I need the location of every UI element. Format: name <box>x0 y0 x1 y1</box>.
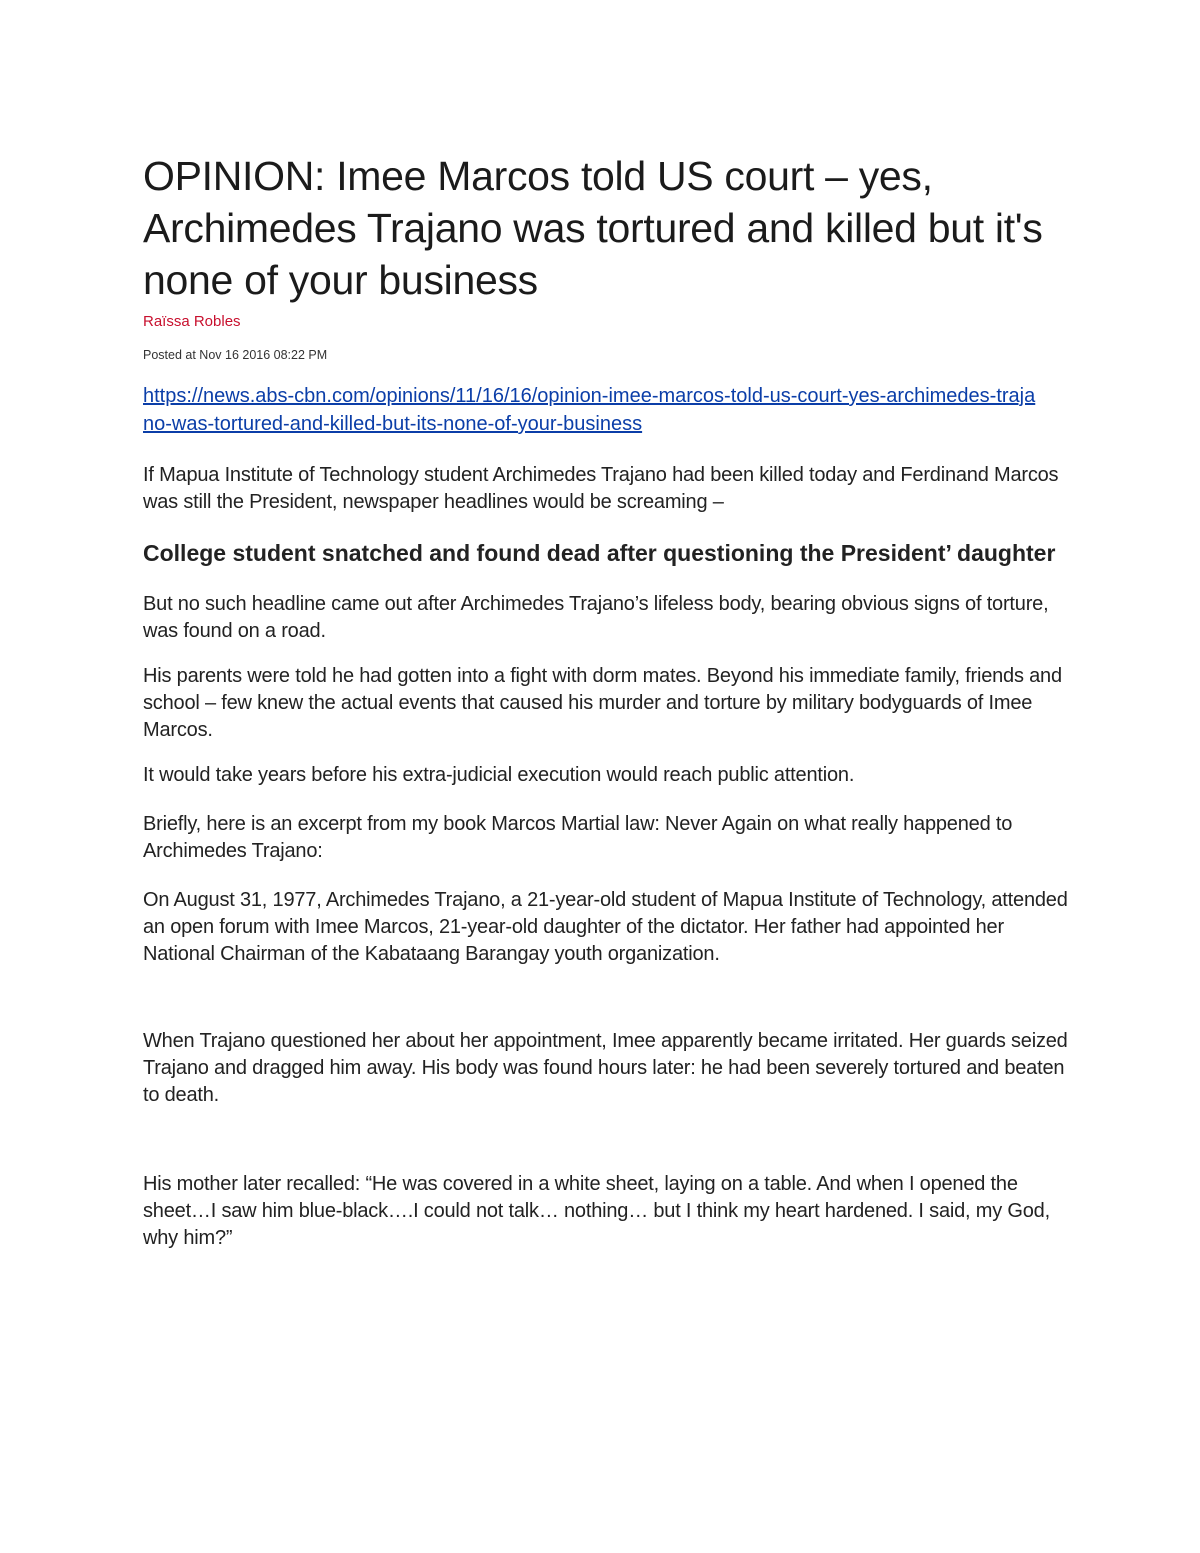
article-title: OPINION: Imee Marcos told US court – yes, Archimedes Trajano was tortured and killed but it's none of your business <box>143 153 1043 303</box>
paragraph-parents: His parents were told he had gotten into a fight with dorm mates. Beyond his immediate family, friends and school – few knew the actual events that caused his murder and torture by military bodyguards of Imee Marcos. <box>143 665 1062 741</box>
posted-date: Posted at Nov 16 2016 08:22 PM <box>143 348 328 362</box>
paragraph-no-headline: But no such headline came out after Archimedes Trajano’s lifeless body, bearing obvious signs of torture, was found on a road. <box>143 593 1049 642</box>
author-name[interactable]: Raïssa Robles <box>143 313 241 330</box>
article-url-link[interactable]: https://news.abs-cbn.com/opinions/11/16/16/opinion-imee-marcos-told-us-court-yes-archimedes-trajano-was-tortured-and-killed-but-its-none-of-your-business <box>143 385 1036 435</box>
paragraph-august-1977: On August 31, 1977, Archimedes Trajano, a 21-year-old student of Mapua Institute of Technology, attended an open forum with Imee Marcos, 21-year-old daughter of the dictator. Her father had appointed her National Chairman of the Kabataang Barangay youth organization. <box>143 889 1068 965</box>
headline-quote: College student snatched and found dead after questioning the President’ daughter <box>143 540 1056 566</box>
paragraph-mother-quote: His mother later recalled: “He was covered in a white sheet, laying on a table. And when I opened the sheet…I saw him blue-black….I could not talk… nothing… but I think my heart hardened. I said, my God, why him?” <box>143 1173 1050 1249</box>
article <box>143 150 1073 1252</box>
paragraph-questioned: When Trajano questioned her about her appointment, Imee apparently became irritated. Her guards seized Trajano and dragged him away. His body was found hours later: he had been severely tortured and beaten to death. <box>143 1030 1068 1106</box>
paragraph-excerpt-intro: Briefly, here is an excerpt from my book Marcos Martial law: Never Again on what really happened to Archimedes Trajano: <box>143 813 1013 862</box>
paragraph-years: It would take years before his extra-judicial execution would reach public attention. <box>143 764 855 786</box>
paragraph-intro: If Mapua Institute of Technology student Archimedes Trajano had been killed today and Ferdinand Marcos was still the President, newspaper headlines would be screaming – <box>143 464 1059 513</box>
